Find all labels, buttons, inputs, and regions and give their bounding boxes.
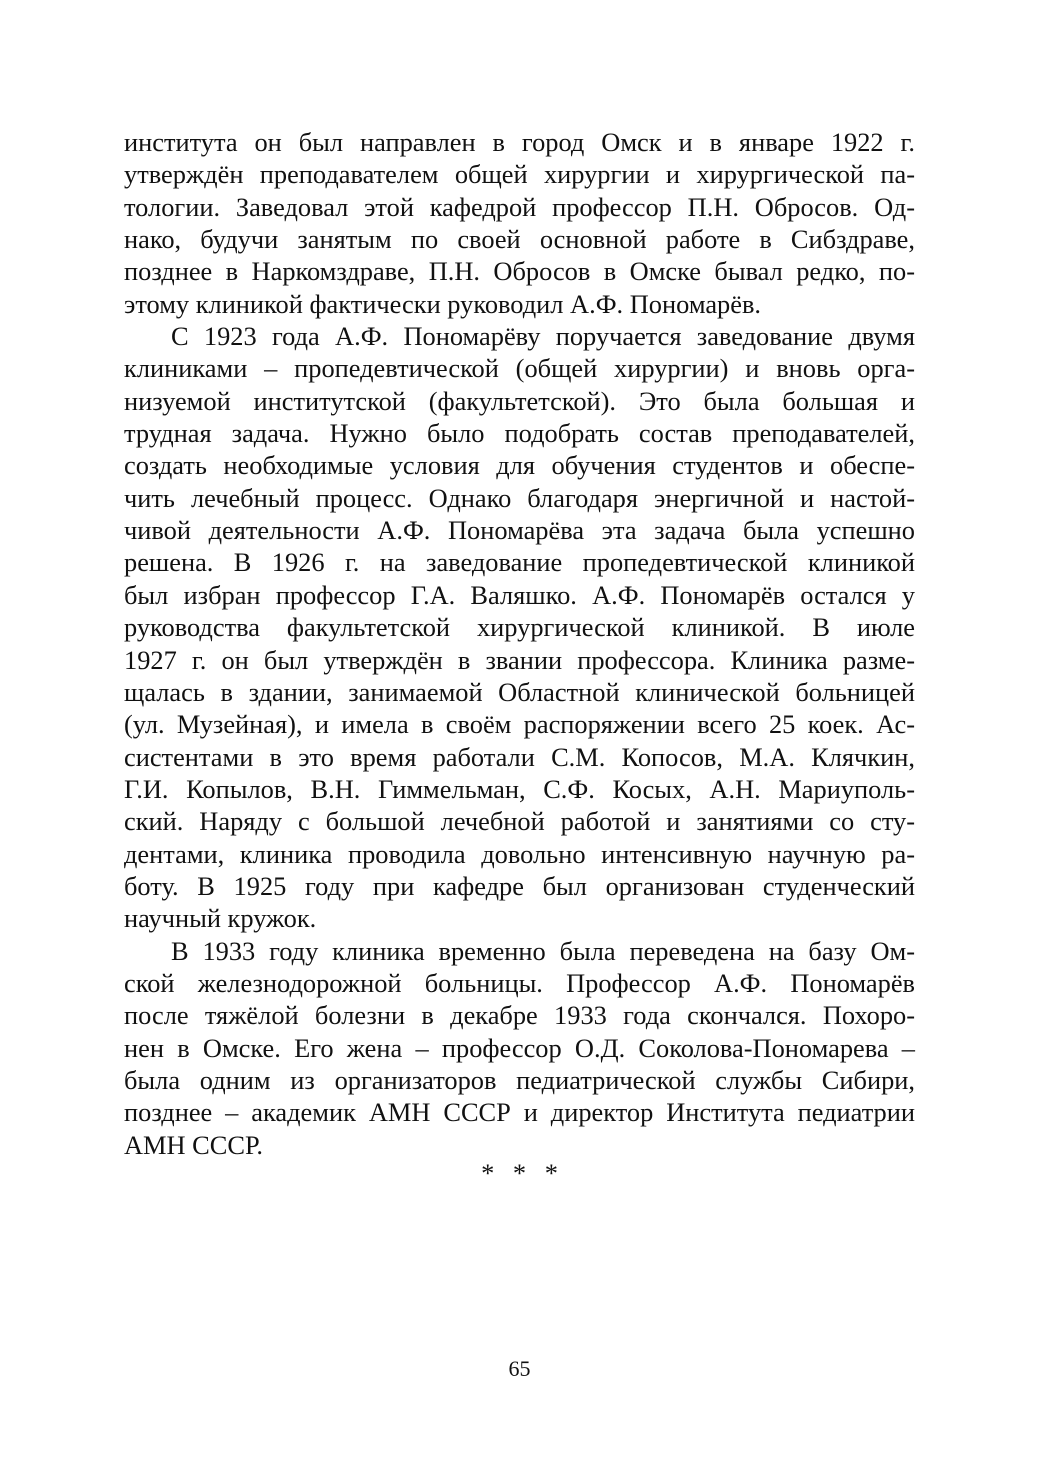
text-line: была одним из организаторов педиатрической службы Сибири,: [124, 1064, 915, 1095]
section-separator: * * *: [481, 1158, 564, 1188]
text-line: научный кружок.: [124, 903, 317, 934]
text-line: решена. В 1926 г. на заведование пропедевтической клиникой: [124, 547, 915, 578]
text-line: В 1933 году клиника временно была переведена на базу Ом-: [171, 935, 915, 966]
text-line: позднее в Наркомздраве, П.Н. Обросов в Омске бывал редко, по-: [124, 256, 915, 287]
text-line: тологии. Заведовал этой кафедрой профессор П.Н. Обросов. Од-: [124, 191, 915, 222]
text-line: щалась в здании, занимаемой Областной клинической больницей: [124, 676, 915, 707]
text-line: трудная задача. Нужно было подобрать состав преподавателей,: [124, 418, 915, 449]
text-line: создать необходимые условия для обучения студентов и обеспе-: [124, 450, 915, 481]
paragraph: [124, 935, 915, 1161]
text-line: ской железнодорожной больницы. Профессор А.Ф. Пономарёв: [124, 967, 915, 998]
text-line: нако, будучи занятым по своей основной работе в Сибздраве,: [124, 224, 915, 255]
text-line: института он был направлен в город Омск и в январе 1922 г.: [124, 127, 915, 157]
text-line: позднее – академик АМН СССР и директор Института педиатрии: [124, 1097, 915, 1128]
text-line: чить лечебный процесс. Однако благодаря энергичной и настой-: [124, 482, 915, 513]
text-line: был избран профессор Г.А. Валяшко. А.Ф. Пономарёв остался у: [124, 579, 915, 610]
text-line: (ул. Музейная), и имела в своём распоряжении всего 25 коек. Ас-: [124, 709, 915, 740]
text-line: систентами в это время работали С.М. Копосов, М.А. Клячкин,: [124, 741, 915, 772]
page-number: 65: [508, 1356, 531, 1381]
text-line: дентами, клиника проводила довольно интенсивную научную ра-: [124, 838, 915, 869]
text-line: после тяжёлой болезни в декабре 1933 года скончался. Похоро-: [124, 1000, 915, 1031]
text-line: АМН СССР.: [124, 1129, 263, 1160]
text-line: руководства факультетской хирургической клиникой. В июле: [124, 612, 915, 643]
text-line: низуемой институтской (факультетской). Это была большая и: [124, 385, 915, 416]
text-line: 1927 г. он был утверждён в звании профессора. Клиника разме-: [124, 644, 915, 675]
text-line: нен в Омске. Его жена – профессор О.Д. Соколова-Пономарева –: [124, 1032, 915, 1063]
text-line: клиниками – пропедевтической (общей хирургии) и вновь орга-: [124, 353, 915, 384]
text-line: чивой деятельности А.Ф. Пономарёва эта задача была успешно: [124, 515, 915, 546]
text-line: Г.И. Копылов, В.Н. Гиммельман, С.Ф. Косых, А.Н. Мариуполь-: [124, 773, 915, 804]
text-line: этому клиникой фактически руководил А.Ф. Пономарёв.: [124, 288, 762, 319]
paragraph: [124, 320, 915, 935]
text-line: С 1923 года А.Ф. Пономарёву поручается заведование двумя: [171, 321, 915, 352]
text-line: боту. В 1925 году при кафедре был организован студенческий: [124, 870, 915, 901]
body-text: [124, 126, 915, 1161]
text-line: ский. Наряду с большой лечебной работой и занятиями со сту-: [124, 806, 915, 837]
paragraph: [124, 126, 915, 320]
text-line: утверждён преподавателем общей хирургии и хирургической па-: [124, 159, 915, 190]
